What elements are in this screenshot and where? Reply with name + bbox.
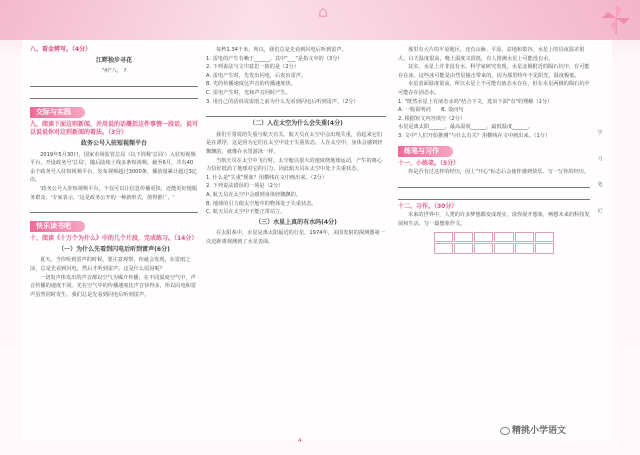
fragment-3-title: （三）水星上真的有水吗(4分)	[255, 218, 337, 226]
option[interactable]: A. 航天员在太空中会感到身体轻飘飘的。	[206, 191, 301, 198]
house-icon: ⌂	[318, 2, 329, 21]
fragment-text: 在太阳系中，水星是离太阳最近的行星，1974年，美国发射的探测器第一次近距离观测到了水星表面。	[206, 230, 385, 245]
answer-line[interactable]	[30, 78, 198, 87]
question: 2. 根据短文内容填空（2分）	[398, 115, 465, 122]
question: 2. 下列说法错误的一项是（2分）	[206, 183, 284, 190]
question: 1. "既然水星上有液态水吗"结合下文，选出下面"有"的理解（1分）	[398, 98, 553, 105]
sidebar-char: 习	[597, 156, 603, 162]
fragment-text: 那里有大片的平原地区，还有山脉、平原、盆地和裂谷。水星上的昼夜温差很大，白天温度很高，晚上温度又很低，有人推测水星上可能没有水。	[398, 47, 585, 62]
fragment-1-title: （一）为什么先看到闪电后听到雷声(6分)	[58, 245, 170, 253]
windmill-icon	[600, 2, 632, 34]
fragment-text: 一切发声体发出的声音都以空气为媒介传播，在不同温度空气中，声音传播的速度不同。光在空气中的传播速度比声音快得多，所以闪电和雷声虽然同时发生，我们总是先看到闪电后听到雷声。	[30, 274, 197, 298]
fragment-2-title: （二）人在太空为什么会失重(4分)	[249, 120, 343, 128]
answer-line[interactable]	[398, 179, 590, 188]
news-title: 政务公号入驻短视频平台	[80, 139, 147, 147]
answer-line[interactable]	[206, 108, 386, 117]
wechat-icon	[500, 427, 510, 435]
column-left	[30, 46, 198, 299]
watermark-text: 精挑小学语文	[512, 426, 567, 436]
question-9: 九、阅读下面这则新闻，并用说的话概括这件事情一段话，说可以说说你对这则新闻的看法。（3分）	[30, 120, 199, 137]
option[interactable]: C. 雷电产生时，光和声音同时产生。	[206, 89, 291, 96]
prompt-text: 未来的世界中，人类的许多梦想都变成现实。请你展开想象，畅想未来的科技发展和生活，写一篇想象作文。	[398, 212, 590, 227]
question: 1. 雷电的产生有赖于______。其中"___"是指文中的（3分）	[206, 55, 343, 62]
answer-line[interactable]	[398, 191, 590, 200]
question-11: 十一、小练笔。（5分）	[398, 159, 460, 167]
fragment-text: 水星表面温度很高，所以水星上不可能有液态水存在，但在水星两极的陨石坑中可能存在固态水。	[398, 81, 590, 96]
fragment-text: 每秒1.34千米，所以，我们总是先看到闪电后听到雷声。	[216, 47, 347, 53]
question: 3. 用自己的话说说雷雨之前为什么先看到闪电后听到雷声。（2分）	[206, 98, 359, 105]
option[interactable]	[398, 106, 590, 115]
banner-reading: 快乐读书吧	[30, 221, 85, 232]
page-number: 4	[298, 438, 302, 444]
option[interactable]: A. 雷电产生时，先发出闪电，后发出雷声。	[206, 72, 307, 79]
answer-line[interactable]	[30, 90, 198, 99]
fragment-text: 夏天，当你听到雷声的时候，要注意观察，你就会发现，在雷雨之前，总是先看到闪电，然后才听到雷声。这是什么原因呢？	[30, 257, 191, 272]
option-a[interactable]: A. 一般说明词	[398, 107, 431, 114]
sidebar-char: 记	[597, 208, 603, 214]
writing-grid[interactable]	[434, 232, 554, 254]
fragment-text: 我们平常说的失重与航天有关。航天员在太空中会出现失重，看起来它们是在漂浮，这是因为它们在太空中处于失重状态。人在太空中，身体会感到轻飘飘的，就像在水里游泳一样。	[206, 131, 383, 155]
prompt-text: 你是否有过这样的经历，因上"开心"标志后会使你感到快乐。写一写你的经历。	[408, 169, 590, 176]
question: 2. 下列说法与文中意思一致的是（2分）	[206, 64, 299, 71]
option[interactable]: C. 航天员在太空中不能正常站立。	[206, 209, 286, 216]
sidebar-char: 笔	[597, 182, 603, 188]
option-b[interactable]: B. 设问句	[441, 107, 464, 114]
fragment-text: 其实，水星上并非没有水。科学家研究发现，水星北极附近的陨石坑中，有可能存在冰。这些冰可能是由彗星撞击带来的，因为那里终年不见阳光，温度极低。	[398, 64, 590, 79]
question-12: 十二、习作。（30分）	[398, 202, 458, 210]
poem-title: 江畔独步寻花	[95, 56, 132, 64]
fill-blank[interactable]: 水星是离太阳______，最高温度______，最低温度______。	[398, 124, 533, 131]
watermark	[500, 423, 566, 436]
sidebar-char: 学	[597, 130, 603, 136]
option[interactable]: B. 光的传播速度比声音的传播速度快。	[206, 81, 296, 88]
option[interactable]: B. 地球的引力使太空舱中的物体处于失重状态。	[206, 200, 317, 207]
question-10: 十、阅读《十万个为什么》中的几个片段，完成练习。（14分）	[30, 235, 198, 243]
fragment-text: 当航天员在太空中飞行时，太空舱以很大的速度绕地球运动，产生的离心力恰好抵消了地球对它的引力，因此航天员在太空中处于失重状态。	[206, 157, 383, 173]
banner-communication: 交际与实践	[30, 107, 85, 118]
column-right	[398, 46, 590, 257]
news-paragraph: '政务公号入驻短视频平台，不仅可以让信息传播更快，还能更好地服务群众，'专家表示，'这是政务公开的一种新形式，值得推广。'	[30, 185, 198, 201]
news-paragraph: 2019年5月30日，国家市场监管总局（以下简称'总局'）入驻短视频平台，开设政务号'总局'，随后陆续上线多条短视频。截至6月，共有40余个政务号入驻短视频平台，发布视频超过3000条，播放量累计超过3亿次。	[30, 151, 197, 184]
column-middle	[206, 46, 386, 246]
question: 3. 文中"人们开始推测"与什么有关？用横线在文中画出来。（1分）	[398, 132, 551, 139]
banner-practice: 练笔与习作	[398, 146, 453, 157]
question: 1. 什么是"失重"现象？用横线在文中画出来。（2分）	[206, 174, 328, 181]
answer-line[interactable]	[30, 204, 198, 213]
poem-line: "州"八、 ?	[101, 68, 127, 75]
question-8: 八、看金辨写。（4分）	[30, 46, 92, 53]
notes-sidebar	[596, 120, 604, 224]
